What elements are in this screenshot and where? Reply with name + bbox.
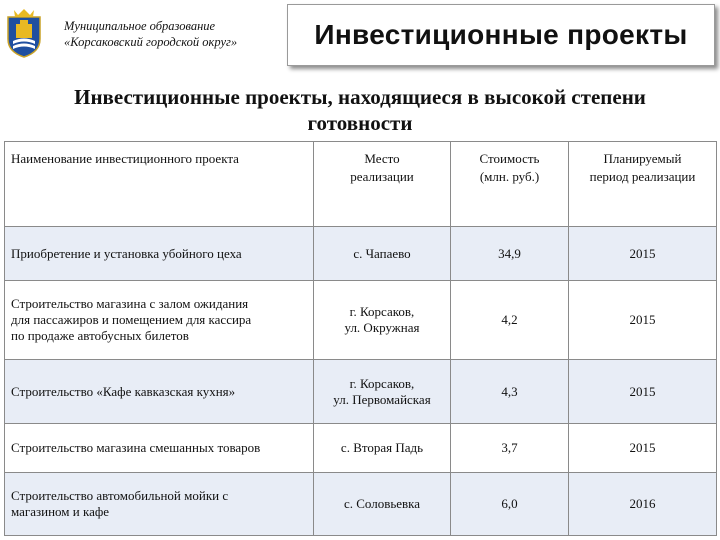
org-line-2: «Корсаковский городской округ» <box>64 35 238 49</box>
projects-table <box>4 141 717 536</box>
col-header-cost-line-2: (млн. руб.) <box>479 169 540 184</box>
project-name-cell <box>5 424 314 473</box>
col-header-place-line-1: Место <box>364 151 400 166</box>
page-title: Инвестиционные проекты <box>287 4 715 66</box>
project-name-cell <box>5 227 314 281</box>
period-cell: 2015 <box>569 227 717 281</box>
period-cell: 2016 <box>569 473 717 536</box>
period-cell: 2015 <box>569 281 717 360</box>
col-header-place-line-2: реализации <box>350 169 414 184</box>
table-header-row <box>5 142 717 227</box>
table-row <box>5 473 717 536</box>
col-header-name: Наименование инвестиционного проекта <box>5 142 314 227</box>
place-line: с. Соловьевка <box>343 496 421 511</box>
coat-of-arms-icon <box>5 8 43 58</box>
organization-name <box>64 18 284 50</box>
project-name-line: по продаже автобусных билетов <box>11 328 189 343</box>
cost-cell: 34,9 <box>451 227 569 281</box>
place-cell <box>314 281 451 360</box>
cost-cell: 4,3 <box>451 360 569 424</box>
project-name-line: Строительство автомобильной мойки с <box>11 488 229 503</box>
place-line: г. Корсаков, <box>349 304 415 319</box>
section-heading-line-1: Инвестиционные проекты, находящиеся в высокой степени <box>74 85 646 109</box>
table-row <box>5 227 717 281</box>
table-row <box>5 360 717 424</box>
project-name-line: магазином и кафе <box>11 504 110 519</box>
section-heading-line-2: готовности <box>307 111 413 135</box>
project-name-line: Приобретение и установка убойного цеха <box>11 245 242 261</box>
project-name-line: Строительство магазина с залом ожидания <box>11 296 249 311</box>
period-cell: 2015 <box>569 360 717 424</box>
header <box>0 0 720 70</box>
col-header-period-line-2: период реализации <box>589 169 696 184</box>
place-line: ул. Первомайская <box>333 391 431 407</box>
col-header-period <box>569 142 717 227</box>
table-row <box>5 281 717 360</box>
col-header-place <box>314 142 451 227</box>
project-name-line: Строительство «Кафе кавказская кухня» <box>11 383 236 399</box>
section-heading <box>0 84 720 136</box>
place-cell <box>314 424 451 473</box>
place-line: с. Вторая Падь <box>340 440 424 455</box>
col-header-cost-line-1: Стоимость <box>479 151 540 166</box>
project-name-cell <box>5 360 314 424</box>
place-line: ул. Окружная <box>344 320 420 335</box>
col-header-cost <box>451 142 569 227</box>
period-cell: 2015 <box>569 424 717 473</box>
cost-cell: 6,0 <box>451 473 569 536</box>
place-cell <box>314 360 451 424</box>
org-line-1: Муниципальное образование <box>64 19 216 33</box>
place-line: с. Чапаево <box>353 245 411 261</box>
project-name-cell <box>5 281 314 360</box>
table-row <box>5 424 717 473</box>
place-cell <box>314 473 451 536</box>
project-name-cell <box>5 473 314 536</box>
place-line: г. Корсаков, <box>349 375 415 391</box>
cost-cell: 4,2 <box>451 281 569 360</box>
project-name-line: Строительство магазина смешанных товаров <box>11 440 261 455</box>
cost-cell: 3,7 <box>451 424 569 473</box>
project-name-line: для пассажиров и помещением для кассира <box>11 312 252 327</box>
col-header-period-line-1: Планируемый <box>603 151 682 166</box>
place-cell <box>314 227 451 281</box>
